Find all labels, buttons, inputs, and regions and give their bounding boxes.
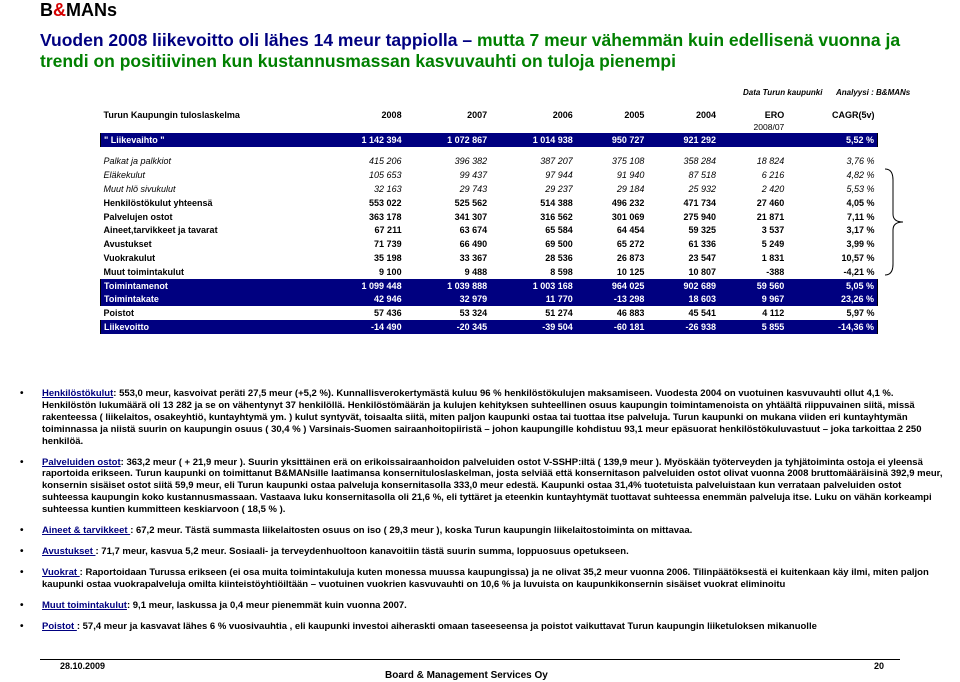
table-row xyxy=(101,279,878,293)
bullet-text: : 9,1 meur, laskussa ja 0,4 meur pienemmät kuin vuonna 2007. xyxy=(126,599,407,611)
row-label: Avustukset xyxy=(103,239,152,250)
row-label: Liikevoitto xyxy=(101,320,320,334)
grouping-brace xyxy=(883,168,907,276)
value-cell: -26 938 xyxy=(647,320,719,334)
bullet-item xyxy=(14,388,944,448)
value-cell: 42 946 xyxy=(319,293,405,307)
table-row xyxy=(101,251,878,265)
value-cell: 902 689 xyxy=(647,279,719,293)
value-cell: 964 025 xyxy=(576,279,648,293)
value-cell: -20 345 xyxy=(405,320,491,334)
ero-cell: 27 460 xyxy=(756,197,785,208)
table-row xyxy=(101,237,878,251)
empty-cell xyxy=(787,147,877,155)
headline-part2: mutta 7 meur vähemmän kuin edellisenä vuonna ja trendi on positiivinen kun kustannusmassan kasvuvauhti on tuloja pienempi xyxy=(40,30,901,71)
empty-cell xyxy=(787,122,877,133)
year-header: 2004 xyxy=(695,109,717,120)
value-cell: 29 184 xyxy=(616,184,645,195)
ero-cell: -388 xyxy=(766,266,785,277)
ero-cell: 5 855 xyxy=(719,320,787,334)
empty-cell xyxy=(647,147,719,155)
row-label: Henkilöstökulut yhteensä xyxy=(103,197,213,208)
bullet-item xyxy=(14,621,944,633)
cagr-cell: 7,11 % xyxy=(846,211,875,222)
ero-cell: 1 831 xyxy=(761,253,785,264)
empty-cell xyxy=(576,147,648,155)
bullet-icon: • xyxy=(20,599,24,611)
ero-cell xyxy=(719,133,787,147)
value-cell: 11 770 xyxy=(490,293,576,307)
value-cell: 1 014 938 xyxy=(490,133,576,147)
ero-cell: 18 824 xyxy=(756,156,785,167)
table-row xyxy=(101,306,878,320)
value-cell: -60 181 xyxy=(576,320,648,334)
empty-cell xyxy=(576,122,648,133)
bullet-icon: • xyxy=(20,620,24,632)
empty-cell xyxy=(101,122,320,133)
bullet-key: Avustukset xyxy=(42,545,96,557)
cagr-cell: 4,82 % xyxy=(846,170,875,181)
cagr-cell: 5,97 % xyxy=(846,308,875,319)
row-label: Aineet,tarvikkeet ja tavarat xyxy=(103,225,218,236)
value-cell: 387 207 xyxy=(540,156,573,167)
cagr-header: CAGR(5v) xyxy=(831,109,875,120)
value-cell: 10 125 xyxy=(616,266,645,277)
table-row xyxy=(101,210,878,224)
value-cell: 496 232 xyxy=(611,197,645,208)
value-cell: -14 490 xyxy=(319,320,405,334)
row-label: Poistot xyxy=(103,308,134,319)
value-cell: 51 274 xyxy=(545,308,573,319)
row-label: Toimintakate xyxy=(101,293,320,307)
table-row xyxy=(101,293,878,307)
value-cell: 316 562 xyxy=(540,211,573,222)
value-cell: 69 500 xyxy=(545,239,573,250)
bullet-icon: • xyxy=(20,525,24,537)
ero-header: ERO xyxy=(764,109,785,120)
value-cell: 65 584 xyxy=(545,225,573,236)
value-cell: 514 388 xyxy=(540,197,573,208)
row-label: Palkat ja palkkiot xyxy=(103,156,172,167)
bullet-key: Aineet & tarvikkeet xyxy=(42,525,131,537)
value-cell: -13 298 xyxy=(576,293,648,307)
empty-cell xyxy=(490,147,576,155)
ero-cell: 4 112 xyxy=(762,308,785,319)
year-header: 2008 xyxy=(381,109,402,120)
bullet-item xyxy=(14,600,944,612)
value-cell: 67 211 xyxy=(374,225,402,236)
ero-cell: 59 560 xyxy=(719,279,787,293)
ero-cell: 6 216 xyxy=(761,170,785,181)
bullet-text: : 71,7 meur, kasvua 5,2 meur. Sosiaali- ja terveydenhuoltoon kanavoitiin tästä suurin summa, loppuosuus opetukseen. xyxy=(95,545,629,557)
year-header: 2006 xyxy=(552,109,573,120)
value-cell: 471 734 xyxy=(683,197,717,208)
year-header: 2007 xyxy=(467,109,488,120)
row-label: Muut hlö sivukulut xyxy=(103,184,176,195)
value-cell: 26 873 xyxy=(616,253,645,264)
value-cell: 301 069 xyxy=(611,211,645,222)
row-label: Muut toimintakulut xyxy=(103,266,184,277)
value-cell: 64 454 xyxy=(616,225,645,236)
bullet-text: : 67,2 meur. Tästä summasta liikelaitosten osuus on iso ( 29,3 meur ), koska Turun kaupungin liikelaitostoiminta on mittavaa. xyxy=(130,525,693,537)
value-cell: 105 653 xyxy=(369,170,402,181)
empty-cell xyxy=(101,147,320,155)
cagr-cell: 4,05 % xyxy=(846,197,875,208)
cagr-cell: 10,57 % xyxy=(841,253,875,264)
empty-cell xyxy=(405,122,491,133)
value-cell: 358 284 xyxy=(683,156,717,167)
table-row xyxy=(101,320,878,334)
ero-cell: 5 249 xyxy=(761,239,785,250)
cagr-cell: 3,99 % xyxy=(846,239,875,250)
page-title xyxy=(40,30,940,72)
value-cell: 341 307 xyxy=(454,211,488,222)
empty-cell xyxy=(319,122,405,133)
value-cell: 46 883 xyxy=(616,308,645,319)
cagr-cell: 5,05 % xyxy=(787,279,877,293)
bullet-icon: • xyxy=(20,388,24,399)
value-cell: 32 163 xyxy=(374,184,402,195)
bullet-icon: • xyxy=(20,456,24,468)
bullet-text: : Raportoidaan Turussa erikseen (ei osa muita toimintakuluja kuten monessa muussa kaupungissa) ja ne olivat 35,2 meur vuonna 2006. Tilinpäätöksestä ei kuitenkaan käy ilmi, miten paljon kaupunki ostaa vuokrapalveluja omilta kiinteistöyhtiöiltään – vuotuinen vuokrien kasvuvauhti on 10,6 % ja luvuista on kaupunkikonsernin sisäiset vuokrat eliminoitu xyxy=(42,566,929,590)
bullet-text: : 57,4 meur ja kasvavat lähes 6 % vuosivauhtia , eli kaupunki investoi aiheraskti omaan taseeseensa ja poistot vaikuttavat Turun kaupungin liiketuloksen mikanuolle xyxy=(76,620,817,632)
value-cell: 61 336 xyxy=(688,239,717,250)
row-label: Toimintamenot xyxy=(101,279,320,293)
value-cell: 53 324 xyxy=(459,308,488,319)
value-cell: 57 436 xyxy=(374,308,402,319)
table-title: Turun Kaupungin tuloslaskelma xyxy=(103,109,240,120)
value-cell: 66 490 xyxy=(459,239,488,250)
cagr-cell: -4,21 % xyxy=(843,266,875,277)
value-cell: 1 072 867 xyxy=(405,133,491,147)
bullet-key: Muut toimintakulut xyxy=(42,599,127,611)
bullet-icon: • xyxy=(20,566,24,578)
table-row xyxy=(101,196,878,210)
value-cell: 10 807 xyxy=(688,266,717,277)
value-cell: 1 039 888 xyxy=(405,279,491,293)
value-cell: -39 504 xyxy=(490,320,576,334)
footer-company: Board & Management Services Oy xyxy=(385,670,548,681)
value-cell: 1 099 448 xyxy=(319,279,405,293)
value-cell: 99 437 xyxy=(459,170,488,181)
cagr-cell: -14,36 % xyxy=(787,320,877,334)
value-cell: 25 932 xyxy=(688,184,717,195)
value-cell: 525 562 xyxy=(454,197,488,208)
value-cell: 97 944 xyxy=(545,170,573,181)
value-cell: 23 547 xyxy=(688,253,717,264)
table-row xyxy=(101,224,878,238)
table-row xyxy=(101,133,878,147)
value-cell: 9 488 xyxy=(464,266,488,277)
value-cell: 363 178 xyxy=(369,211,402,222)
ero-cell: 9 967 xyxy=(719,293,787,307)
bullet-item xyxy=(14,525,944,537)
year-header: 2005 xyxy=(624,109,645,120)
value-cell: 396 382 xyxy=(454,156,488,167)
income-statement-table xyxy=(100,108,878,334)
value-cell: 8 598 xyxy=(550,266,573,277)
commentary-list xyxy=(14,388,944,642)
value-cell: 375 108 xyxy=(611,156,645,167)
value-cell: 32 979 xyxy=(405,293,491,307)
value-cell: 275 940 xyxy=(683,211,717,222)
value-cell: 87 518 xyxy=(688,170,717,181)
value-cell: 921 292 xyxy=(647,133,719,147)
table-row xyxy=(101,168,878,182)
bullet-text: : 363,2 meur ( + 21,9 meur ). Suurin yksittäinen erä on erikoissairaanhoidon palveluiden ostot V-SSHP:iltä ( 139,9 meur ). Myöskään työterveyden ja tyhjätoiminta ostoja ei yleensä raportoida erikseen. Turun kaupunki on toimittanut B&MANsille laatimansa konsernituloslaskelman, josta selviää että konsernitason palveluiden ostot olivat vuonna 2008 bruttomääräisinä 392,9 meur, konsernin sisäiset ostot siitä 59,9 meur, eli Turun kaupunki ostaa palveluja konsernitasolla 333,0 meur edestä. Kaupunki ostaa 31,4% tuotetuista palveluistaan kun verrataan palveluiden ostot suhteessa kaupungin koko kustannusmassaan. Vastaava luku konsernitasolla oli 21,6 %, eli tyttäret ja eteenkin kuntayhtymät tuottavat suhteessa enemmän palveluja itse. Luku on vähän korkeampi suhteessa kuntien kummitteen keskiarvoon ( 18,5 % ). xyxy=(42,456,943,516)
bullet-key: Palveluiden ostot xyxy=(42,456,121,468)
value-cell: 33 367 xyxy=(459,253,488,264)
row-label: Eläkekulut xyxy=(103,170,146,181)
empty-cell xyxy=(319,147,405,155)
value-cell: 45 541 xyxy=(688,308,717,319)
cagr-cell: 23,26 % xyxy=(787,293,877,307)
value-cell: 18 603 xyxy=(647,293,719,307)
bullet-text: : 553,0 meur, kasvoivat peräti 27,5 meur (+5,2 %). Kunnallisverokertymästä kuluu 96 % henkilöstökulujen maksamiseen. Vuodesta 2004 on vuotuinen kasvuvauhti ollut 4,1 %. Henkilöstön lukumäärä oli 13 282 ja se on vähentynyt 37 henkilöllä. Henkilöstömäärän ja kulujen kehityksen suhteellinen osuus kaupungin toimintamenoista on yhtäältä riippuvainen siitä, missä rakenteessa ( liikelaitos, osakeyhtiö, kuntayhtymä ym. ) kulut syntyvät, toisaalta siitä, miten paljon kaupunki ostaa tai tuottaa itse palveluja. Turun kaupunki on mukana viiden eri kuntayhtymän toiminnassa ja niistä suurin on kaupungin osuus ( 30,4 % ) Varsinais-Suomen sairaanhoitopiiristä – johon kaupungille kohdistuu 93,1 meur epäsuorat henkilöstökuluvastuut – joka tarkoittaa 2 250 henkilöä. xyxy=(42,388,922,447)
table-header-row xyxy=(101,108,878,122)
cagr-cell: 5,52 % xyxy=(787,133,877,147)
value-cell: 553 022 xyxy=(369,197,402,208)
ero-cell: 3 537 xyxy=(761,225,785,236)
bullet-key: Poistot xyxy=(42,620,77,632)
analysis-label: Analyysi : B&MANs xyxy=(836,88,911,97)
footer-date: 28.10.2009 xyxy=(60,661,106,671)
row-label: Palvelujen ostot xyxy=(103,211,173,222)
value-cell: 63 674 xyxy=(459,225,488,236)
value-cell: 59 325 xyxy=(688,225,717,236)
page-number: 20 xyxy=(874,661,885,671)
ero-cell: 2 420 xyxy=(761,184,785,195)
value-cell: 71 739 xyxy=(374,239,402,250)
empty-cell xyxy=(647,122,719,133)
ero-cell: 21 871 xyxy=(756,211,785,222)
value-cell: 29 743 xyxy=(459,184,488,195)
value-cell: 91 940 xyxy=(616,170,645,181)
bullet-key: Henkilöstökulut xyxy=(42,388,114,399)
row-label: Vuokrakulut xyxy=(103,253,156,264)
table-row xyxy=(101,265,878,279)
value-cell: 35 198 xyxy=(374,253,402,264)
value-cell: 415 206 xyxy=(369,156,402,167)
empty-cell xyxy=(405,147,491,155)
value-cell: 1 142 394 xyxy=(319,133,405,147)
value-cell: 65 272 xyxy=(616,239,645,250)
ero-subheader: 2008/07 xyxy=(753,122,785,133)
footer-divider xyxy=(40,659,900,660)
cagr-cell: 3,17 % xyxy=(846,225,875,236)
value-cell: 9 100 xyxy=(379,266,402,277)
bullet-item xyxy=(14,546,944,558)
cagr-cell: 3,76 % xyxy=(846,156,875,167)
bullet-icon: • xyxy=(20,545,24,557)
brand-logo: B&MANs xyxy=(40,0,118,20)
empty-cell xyxy=(719,147,787,155)
bullet-item xyxy=(14,567,944,591)
bullet-item xyxy=(14,457,944,517)
bullet-key: Vuokrat xyxy=(42,566,80,578)
value-cell: 950 727 xyxy=(576,133,648,147)
table-row xyxy=(101,182,878,196)
cagr-cell: 5,53 % xyxy=(846,184,875,195)
table-row xyxy=(101,155,878,169)
empty-cell xyxy=(490,122,576,133)
spacer-row xyxy=(101,147,878,155)
value-cell: 1 003 168 xyxy=(490,279,576,293)
row-label: " Liikevaihto " xyxy=(101,133,320,147)
value-cell: 28 536 xyxy=(545,253,573,264)
value-cell: 29 237 xyxy=(545,184,573,195)
table-subheader-row xyxy=(101,122,878,133)
headline-part1: Vuoden 2008 liikevoitto oli lähes 14 meur tappiolla – xyxy=(40,30,477,50)
data-source-label: Data Turun kaupunki xyxy=(743,88,823,97)
